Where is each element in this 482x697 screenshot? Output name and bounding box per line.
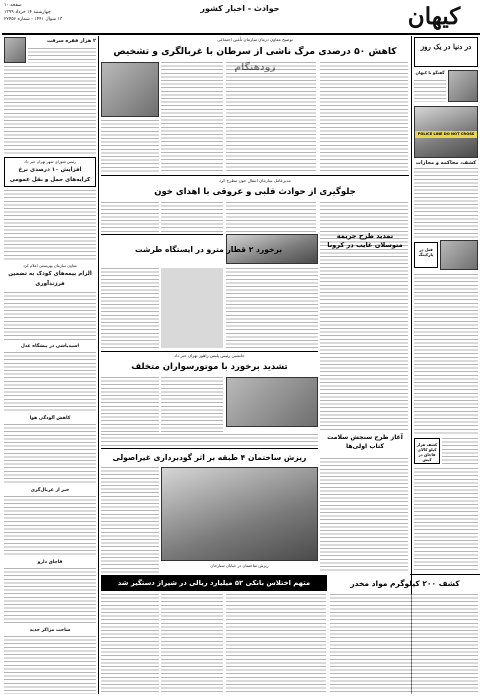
blood-headline: جلوگیری از حوادث قلبی و عروقی با اهدای خون <box>154 187 356 197</box>
police-tape: POLICE LINE DO NOT CROSS <box>415 131 477 138</box>
face-photo <box>448 70 478 102</box>
head1-text <box>4 190 96 260</box>
moto-headline: تشدید برخورد با موتورسواران متخلف <box>131 362 288 372</box>
blood-text-4 <box>101 202 159 232</box>
bottom-text-3 <box>101 594 159 694</box>
masthead-rule <box>2 33 480 35</box>
right-bottom-text <box>330 594 478 694</box>
date-line: چهارشنبه ۱۴ خرداد ۱۳۹۹ <box>4 10 51 15</box>
head2-text <box>4 292 96 340</box>
right-text-2 <box>414 274 478 434</box>
rule-3 <box>101 351 318 352</box>
right-photo-2 <box>440 240 478 270</box>
right-rule <box>410 574 480 575</box>
crime-text <box>414 168 478 238</box>
left-item-5: ساخت مراکز جدید <box>29 628 71 633</box>
doctor-photo <box>101 62 159 117</box>
left-item-1: اسیدپاشی در پیشگاه عدل <box>20 344 80 349</box>
bottom-text-1 <box>226 594 326 694</box>
newspaper-logo: کیهان <box>407 3 461 30</box>
left-item-3-text <box>4 496 96 556</box>
page-label: صفحه ۱۰ <box>4 3 22 8</box>
train-side-box <box>161 268 223 348</box>
section-title: حوادث - اخبار کشور <box>200 4 280 13</box>
head1-box <box>4 157 96 187</box>
boxed-note: قتل در پارکینگ <box>414 242 438 268</box>
head1-kicker: رئیس شورای شهر تهران خبر داد <box>24 159 76 164</box>
box2: کشف هزار کیلو کالای قاچاق در کیش <box>414 438 440 464</box>
building-headline: ریزش ساختمان ۴ طبقه بر اثر گودبرداری غیراصولی <box>112 453 307 462</box>
building-text <box>101 467 159 573</box>
left-top-text-a <box>28 48 96 63</box>
moto-text-2 <box>101 377 159 432</box>
left-item-3: خبر از غربال‌گری <box>30 488 70 493</box>
feature-caption: گفتگو با کیهان <box>415 70 445 75</box>
left-item-2: کاهش آلودگی هوا <box>29 416 71 421</box>
top-article-col3 <box>161 62 223 172</box>
left-top-text <box>4 66 96 154</box>
feature-logo-box <box>414 37 478 67</box>
left-item-2-text <box>4 424 96 484</box>
top-article-col4 <box>101 120 159 172</box>
masthead <box>0 0 482 34</box>
right-bottom-headline: کشف ۲۰۰ کیلوگرم مواد مخدر <box>350 579 460 588</box>
photo-caption: ریزش ساختمان در خیابان ستارخان <box>210 563 269 568</box>
police-photo <box>414 106 478 158</box>
top-kicker: توضیح معاون درمان سازمان تأمین اجتماعی <box>217 37 293 42</box>
bottom-headline-bar: متهم اختلاس بانکی ۵۲ میلیارد ریالی در شیراز دستگیر شد <box>101 575 327 591</box>
bottom-text-2 <box>161 594 223 694</box>
feature-text <box>414 80 446 102</box>
left-item-5-text <box>4 636 96 694</box>
check-text <box>320 458 408 573</box>
head1: افزایش ۱۰ درصدی نرخ کرایه‌های حمل و نقل عمومی <box>9 167 91 183</box>
left-item-4-text <box>4 568 96 624</box>
moto-text-3 <box>101 434 318 446</box>
blood-kicker: مدیرعامل سازمان انتقال خون مطرح کرد <box>219 178 291 183</box>
left-icon-photo <box>4 37 26 63</box>
right-text-4 <box>414 468 478 572</box>
moto-kicker: جانشین رئیس پلیس راهور تهران خبر داد <box>174 353 245 358</box>
rule-4 <box>101 448 318 449</box>
rule-2 <box>101 234 223 235</box>
head2: الزام بیمه‌های کودک به تضمین فرزندآوری <box>8 271 92 287</box>
left-item-1-text <box>4 352 96 412</box>
feature-logo: در دنیا در یک روز <box>420 42 472 51</box>
top-headline: کاهش ۵۰ درصدی مرگ ناشی از سرطان با غربالگری و تشخیص <box>113 46 397 57</box>
train-side-text <box>101 268 159 348</box>
top-article-col1 <box>320 62 408 172</box>
blood-text-3 <box>161 202 223 232</box>
left-item-4: قاچاق دارو <box>37 560 63 565</box>
top-article-col2 <box>226 62 316 172</box>
issue-line: ۱۳ شوال ۱۴۴۱ - شماره ۲۲۴۵۶ <box>4 17 63 22</box>
moto-photo <box>226 377 318 427</box>
train-headline: برخورد ۲ قطار مترو در ایستگاه طرشت <box>134 245 283 254</box>
crime-box-title: کشف، محاکمه و مجازات <box>415 160 477 166</box>
check-headline: آغاز طرح سنجش سلامت کتاب اولی‌ها <box>327 434 403 450</box>
divider-left <box>98 36 99 694</box>
head2-kicker: معاون سازمان بهزیستی اعلام کرد <box>23 263 77 268</box>
moto-text-1 <box>161 377 223 432</box>
train-text <box>226 268 318 348</box>
left-top-title: ۲ هزار فقره سرقت <box>47 38 96 44</box>
rule-1 <box>101 175 409 176</box>
right-text-3 <box>442 438 478 464</box>
blood-text-2 <box>226 202 316 232</box>
building-photo <box>161 467 318 561</box>
crime-headline: تمدید طرح جریمه متوسلان غایب در کرونا <box>327 232 403 249</box>
